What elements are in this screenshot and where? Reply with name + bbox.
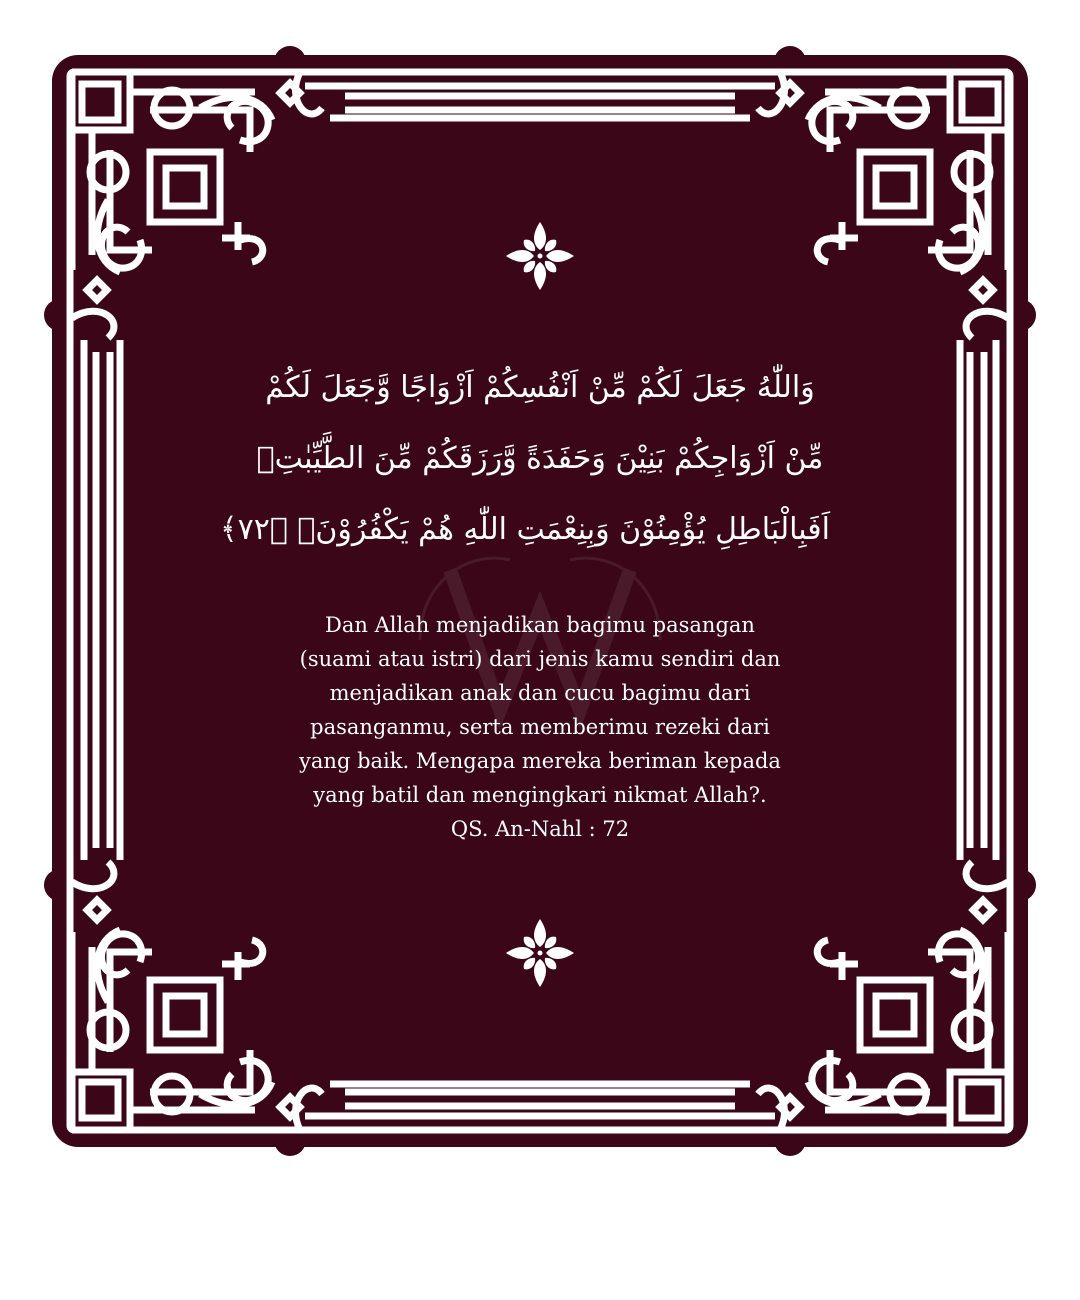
translation-line-2: (suami atau istri) dari jenis kamu sendiri dan — [299, 647, 781, 671]
translation-line-1: Dan Allah menjadikan bagimu pasangan — [325, 613, 755, 637]
panel-background — [44, 46, 1036, 1156]
translation-text — [260, 608, 820, 846]
translation-line-3: menjadikan anak dan cucu bagimu dari — [329, 681, 751, 705]
arabic-verse — [220, 352, 830, 565]
translation-line-6: yang batil dan mengingkari nikmat Allah?. — [313, 783, 767, 807]
translation-line-5: yang baik. Mengapa mereka beriman kepada — [299, 749, 781, 773]
arabic-line-1: وَاللّٰهُ جَعَلَ لَكُمْ مِّنْ اَنْفُسِكُمْ اَزْوَاجًا وَّجَعَلَ لَكُمْ — [265, 370, 815, 405]
arabic-line-3: اَفَبِالْبَاطِلِ يُؤْمِنُوْنَ وَبِنِعْمَتِ اللّٰهِ هُمْ يَكْفُرُوْنَۙ ﴿٧٢﴾ — [220, 512, 830, 547]
arabic-line-2: مِّنْ اَزْوَاجِكُمْ بَنِيْنَ وَحَفَدَةً وَّرَزَقَكُمْ مِّنَ الطَّيِّبٰتِۗ — [256, 441, 824, 476]
translation-line-4: pasanganmu, serta memberimu rezeki dari — [310, 715, 770, 739]
verse-reference: QS. An-Nahl : 72 — [450, 817, 630, 841]
